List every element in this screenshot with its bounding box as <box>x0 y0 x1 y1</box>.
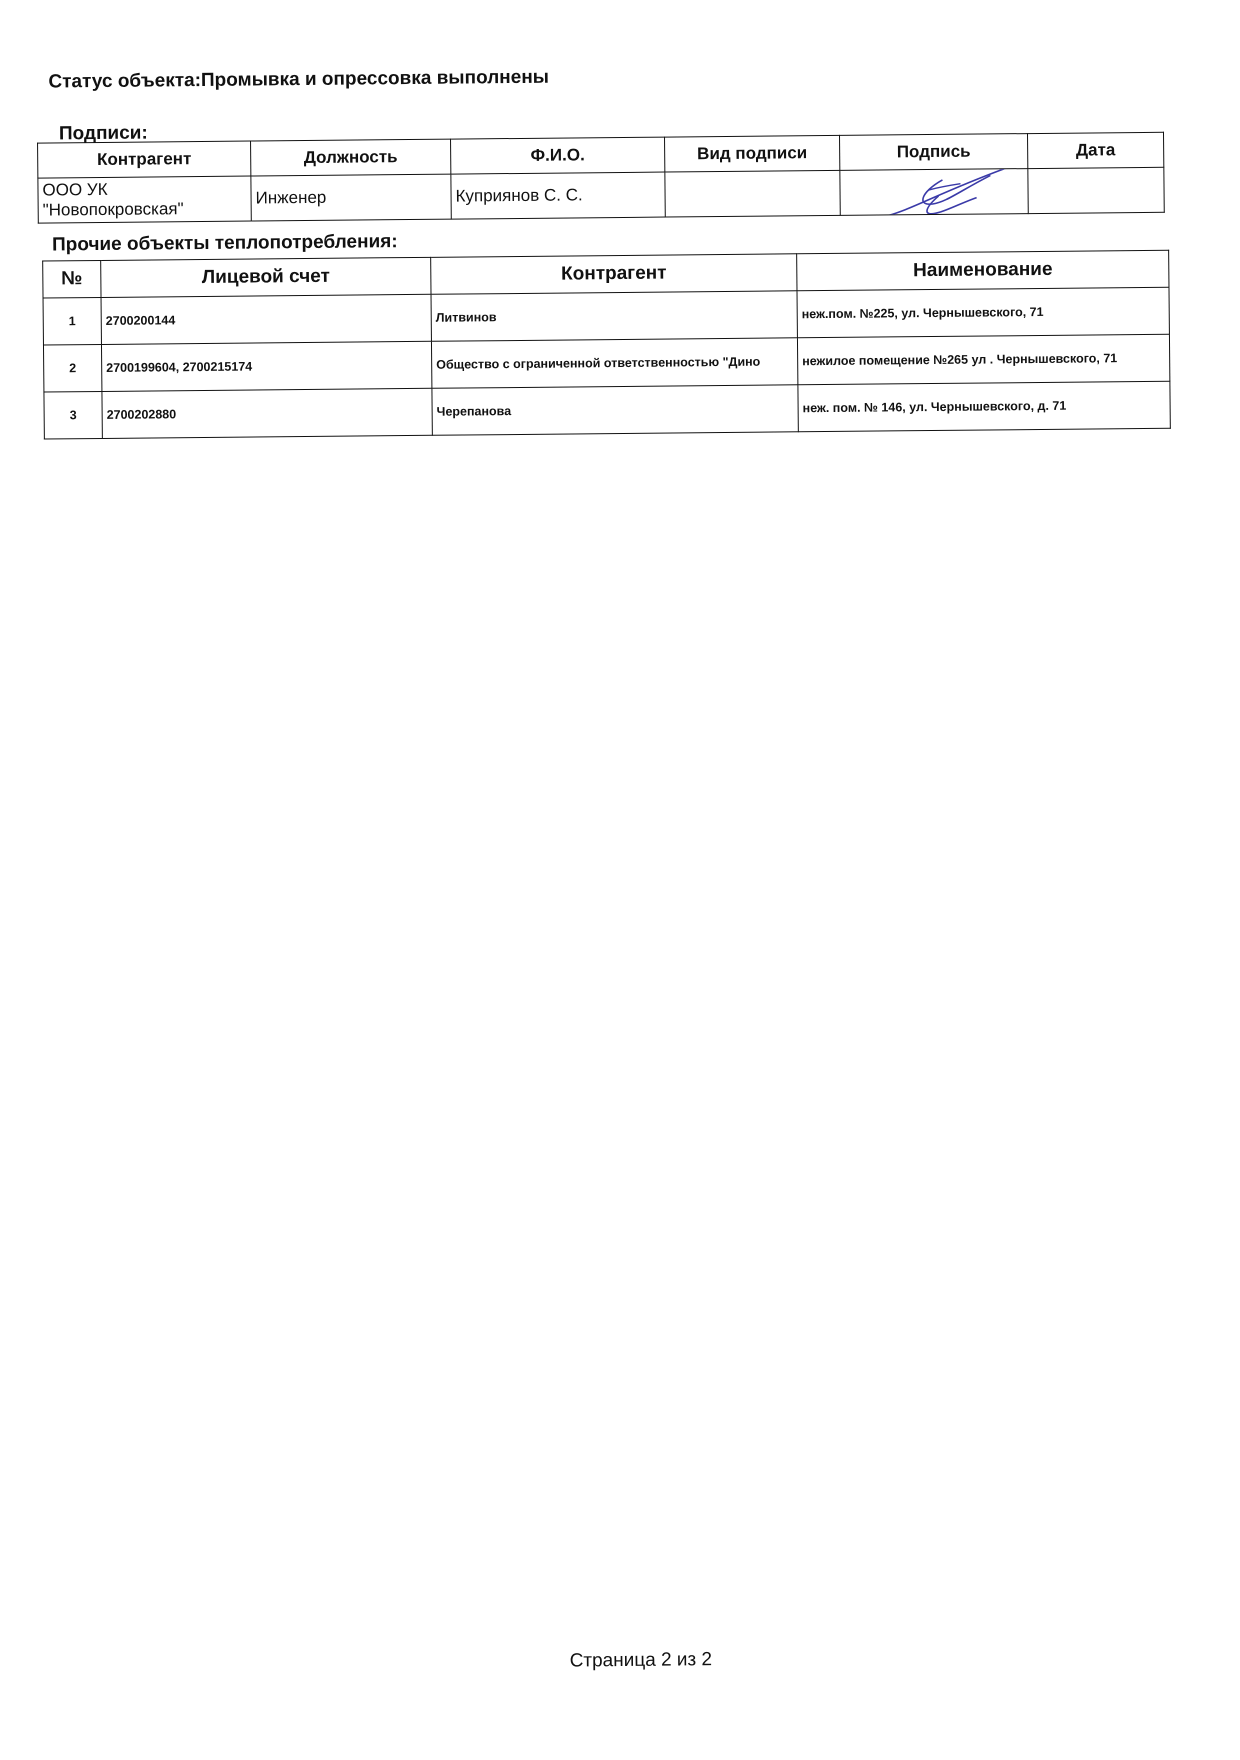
row-account: 2700200144 <box>101 294 431 344</box>
signature-row <box>38 167 1164 223</box>
row-object-name: неж.пом. №225, ул. Чернышевского, 71 <box>797 287 1169 338</box>
header-signature-type: Вид подписи <box>665 135 840 172</box>
header-date: Дата <box>1027 132 1163 168</box>
row-number: 1 <box>43 297 101 345</box>
header-position: Должность <box>251 139 451 176</box>
row-number: 2 <box>43 344 101 392</box>
row-object-name: нежилое помещение №265 ул . Чернышевского, 71 <box>797 334 1169 385</box>
row-counterparty: Литвинов <box>431 291 797 342</box>
row-account: 2700199604, 2700215174 <box>101 341 431 391</box>
other-objects-table <box>42 250 1171 440</box>
header-number: № <box>43 260 101 298</box>
header-counterparty: Контрагент <box>38 141 251 178</box>
signatures-table <box>37 132 1165 224</box>
signature-full-name: Куприянов С. С. <box>451 172 665 219</box>
row-account: 2700202880 <box>102 388 432 438</box>
signatures-title: Подписи: <box>58 122 148 145</box>
signature-cell <box>840 169 1028 216</box>
signature-type <box>665 170 840 217</box>
header-signature: Подпись <box>840 134 1028 171</box>
header-full-name: Ф.И.О. <box>451 137 665 174</box>
row-counterparty: Черепанова <box>432 385 798 436</box>
header-counterparty: Контрагент <box>431 254 797 295</box>
header-object-name: Наименование <box>797 250 1169 291</box>
signature-counterparty: ООО УК "Новопокровская" <box>38 176 251 223</box>
signature-date <box>1028 167 1164 213</box>
row-object-name: неж. пом. № 146, ул. Чернышевского, д. 71 <box>798 381 1170 432</box>
header-account: Лицевой счет <box>101 257 431 297</box>
row-number: 3 <box>44 391 102 439</box>
other-objects-title: Прочие объекты теплопотребления: <box>51 231 398 256</box>
handwritten-signature <box>880 169 1021 216</box>
row-counterparty: Общество с ограниченной ответственностью "Дино <box>431 338 797 389</box>
object-status: Статус объекта:Промывка и опрессовка выполнены <box>48 66 550 93</box>
table-row <box>44 381 1170 439</box>
signature-position: Инженер <box>251 174 451 221</box>
page-number: Страница 2 из 2 <box>569 1649 713 1672</box>
